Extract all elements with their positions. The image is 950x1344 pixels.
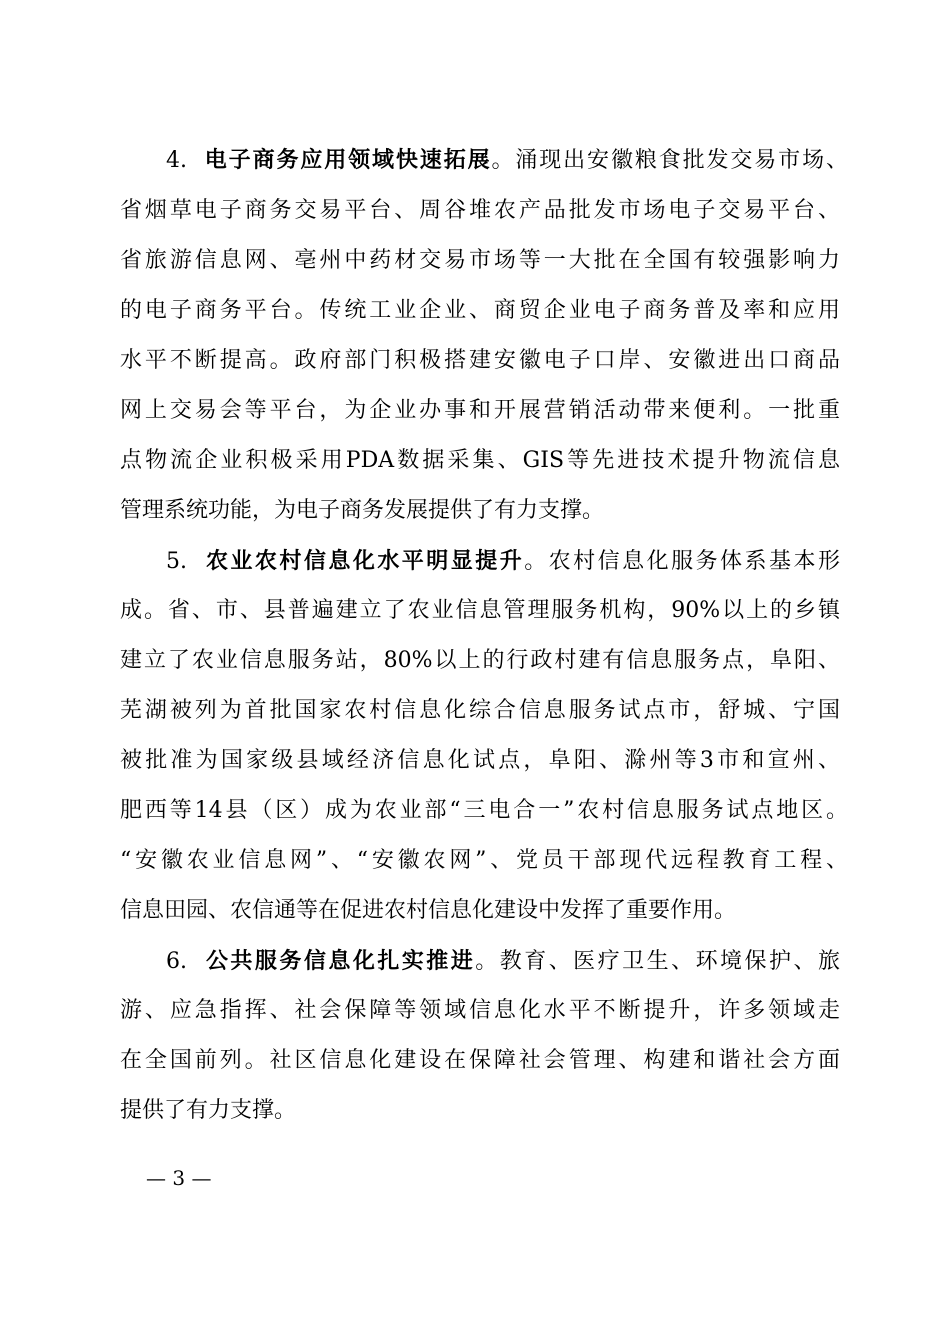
paragraph-4-number: 4. bbox=[166, 148, 187, 173]
paragraph-5-line-1 bbox=[166, 546, 840, 576]
paragraph-4-line-5: 水平不断提高。政府部门积极搭建安徽电子口岸、安徽进出口商品 bbox=[120, 348, 840, 373]
paragraph-4-line-1 bbox=[166, 145, 848, 175]
paragraph-4-line-8: 管理系统功能，为电子商务发展提供了有力支撑。 bbox=[120, 498, 605, 523]
paragraph-5-line-5: 被批准为国家级县域经济信息化试点，阜阳、滁州等3市和宣州、 bbox=[120, 748, 840, 773]
paragraph-4-heading: 电子商务应用领域快速拓展 bbox=[204, 147, 492, 173]
paragraph-6-line-4: 提供了有力支撑。 bbox=[120, 1098, 297, 1123]
paragraph-6-line-1 bbox=[166, 946, 840, 976]
paragraph-5-heading: 农业农村信息化水平明显提升 bbox=[205, 548, 525, 574]
paragraph-4-line-2: 省烟草电子商务交易平台、周谷堆农产品批发市场电子交易平台、 bbox=[120, 198, 840, 223]
paragraph-4-line-7: 点物流企业积极采用PDA数据采集、GIS等先进技术提升物流信息 bbox=[120, 448, 840, 473]
paragraph-5-first-rest: 。农村信息化服务体系基本形 bbox=[524, 549, 840, 574]
page-number: — 3 — bbox=[146, 1166, 212, 1190]
paragraph-5-number: 5. bbox=[166, 549, 187, 574]
paragraph-4-first-rest: 。涌现出安徽粮食批发交易市场、 bbox=[491, 148, 848, 173]
paragraph-4-line-4: 的电子商务平台。传统工业企业、商贸企业电子商务普及率和应用 bbox=[120, 298, 840, 323]
paragraph-4-line-6: 网上交易会等平台，为企业办事和开展营销活动带来便利。一批重 bbox=[120, 398, 840, 423]
paragraph-5-line-6: 肥西等14县（区）成为农业部“三电合一”农村信息服务试点地区。 bbox=[120, 798, 848, 823]
paragraph-5-line-4: 芜湖被列为首批国家农村信息化综合信息服务试点市，舒城、宁国 bbox=[120, 698, 840, 723]
paragraph-5-line-8: 信息田园、农信通等在促进农村信息化建设中发挥了重要作用。 bbox=[120, 898, 737, 923]
paragraph-6-number: 6. bbox=[166, 949, 187, 974]
paragraph-6-line-2: 游、应急指挥、社会保障等领域信息化水平不断提升，许多领域走 bbox=[120, 998, 840, 1023]
paragraph-6-line-3: 在全国前列。社区信息化建设在保障社会管理、构建和谐社会方面 bbox=[120, 1048, 840, 1073]
paragraph-5-line-2: 成。省、市、县普遍建立了农业信息管理服务机构，90%以上的乡镇 bbox=[120, 598, 840, 623]
paragraph-6-first-rest: 。教育、医疗卫生、环境保护、旅 bbox=[475, 949, 840, 974]
paragraph-5-line-7: “安徽农业信息网”、“安徽农网”、党员干部现代远程教育工程、 bbox=[120, 848, 848, 873]
paragraph-6-heading: 公共服务信息化扎实推进 bbox=[205, 948, 476, 974]
paragraph-5-line-3: 建立了农业信息服务站，80%以上的行政村建有信息服务点，阜阳、 bbox=[120, 648, 840, 673]
paragraph-4-line-3: 省旅游信息网、亳州中药材交易市场等一大批在全国有较强影响力 bbox=[120, 248, 840, 273]
